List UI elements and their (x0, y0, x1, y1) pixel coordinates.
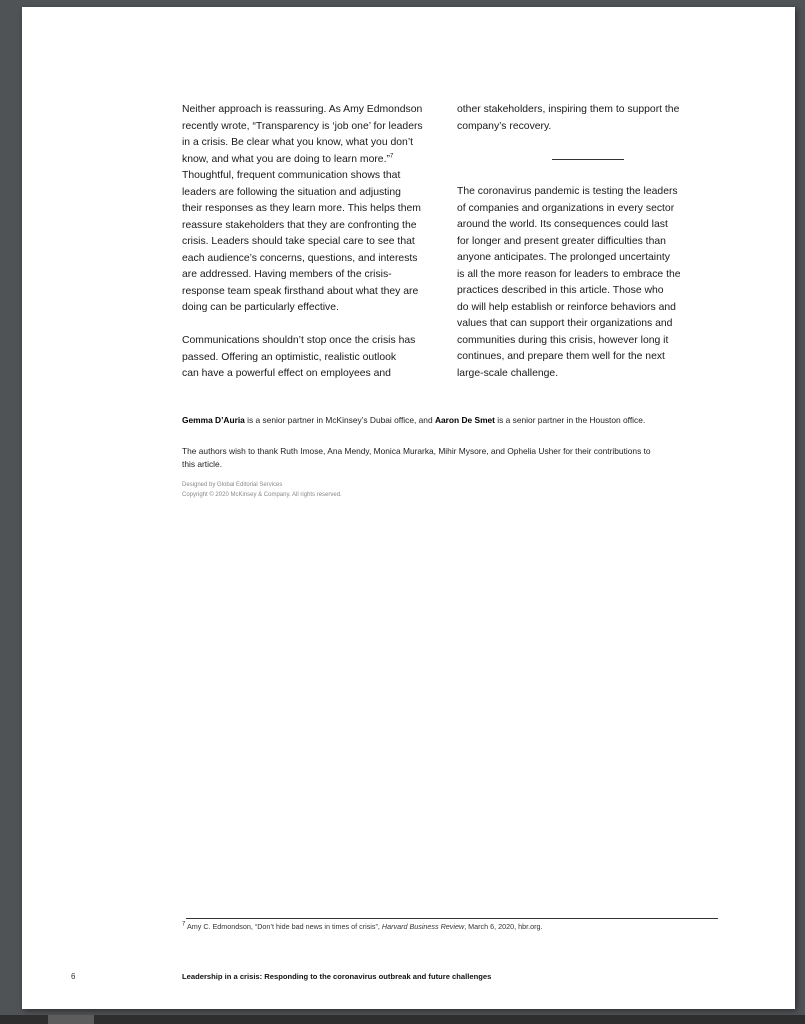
author-name-2: Aaron De Smet (434, 415, 495, 425)
footnote-rule (186, 918, 718, 919)
taskbar (0, 1015, 805, 1024)
document-page (22, 7, 795, 1009)
taskbar-button[interactable] (48, 1015, 94, 1024)
right-paragraph-1: other stakeholders, inspiring them to support the company’s recovery. (457, 104, 680, 132)
footnote-ref[interactable]: 7 (389, 153, 394, 160)
running-title: Leadership in a crisis: Responding to the coronavirus outbreak and future challenges (182, 972, 492, 981)
author-name-1: Gemma D’Auria (182, 415, 245, 425)
acknowledgements: The authors wish to thank Ruth Imose, Ana Mendy, Monica Murarka, Mihir Mysore, and Ophelia Usher for their contributions to this article. (182, 446, 651, 469)
left-paragraph-2: Communications shouldn’t stop once the crisis has passed. Offering an optimistic, realistic outlook can have a powerful effect on employees and (182, 335, 416, 379)
right-column (457, 102, 719, 382)
left-paragraph-1: Neither approach is reassuring. As Amy Edmondson recently wrote, “Transparency is ‘job one’ for leaders in a crisis. Be clear what you know, what you don’t know, and what you are doing to learn more.”$^7$ Thoughtful, frequent communication shows that leaders are following the situation and adjusting their responses as they learn more. This helps them reassure stakeholders that they are confronting the crisis. Leaders should take special care to see that each audience’s concerns, questions, and interests are addressed. Having members of the crisis- response team speak firsthand about what they are doing can be particularly effective. (182, 104, 423, 313)
author-bio: Gemma D’Auria is a senior partner in McKinsey’s Dubai office, and Aaron De Smet is a senior partner in the Houston office. (182, 415, 646, 425)
page-number: 6 (71, 972, 76, 981)
copyright-credits: Designed by Global Editorial Services Copyright © 2020 McKinsey & Company. All rights reserved. (182, 482, 342, 498)
left-column (182, 102, 450, 383)
footnote: $^7$ Amy C. Edmondson, “Don’t hide bad news in times of crisis”, Harvard Business Review, March 6, 2020, hbr.org. (182, 921, 543, 931)
right-paragraph-2: The coronavirus pandemic is testing the leaders of companies and organizations in every sector around the world. Its consequences could last for longer and present greater difficulties than anyone anticipates. The prolonged uncertainty is all the more reason for leaders to embrace the practices described in this article. Those who do will help establish or reinforce behaviors and values that can support their organizations and communities during this crisis, however long it continues, and prepare them well for the next large-scale challenge. (457, 186, 681, 379)
